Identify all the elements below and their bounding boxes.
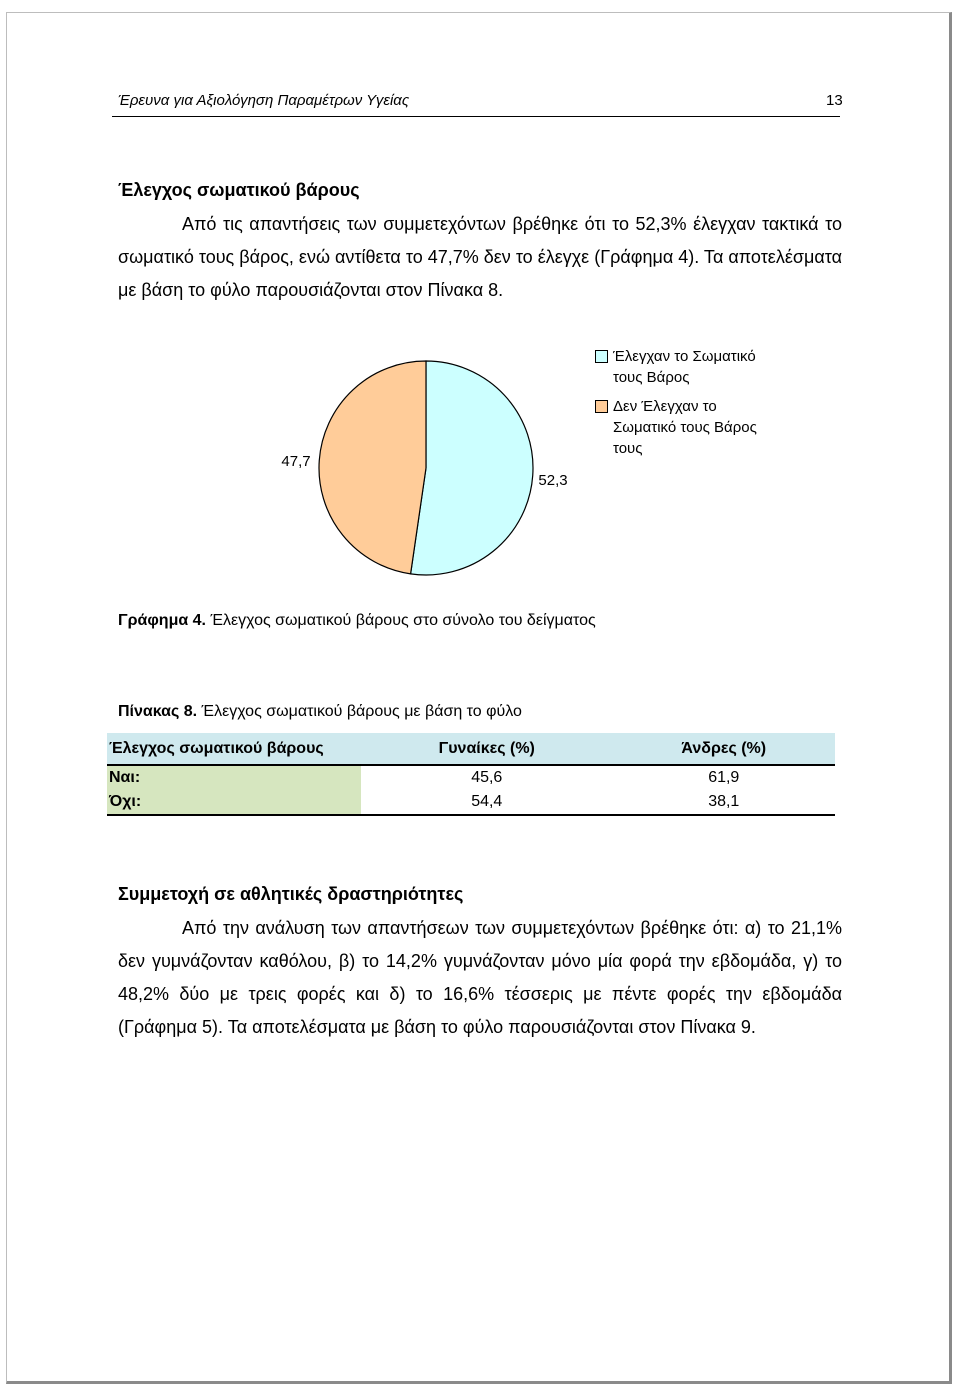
paragraph-weight-control: Από τις απαντήσεις των συμμετεχόντων βρέθηκε ότι το 52,3% έλεγχαν τακτικά το σωματικό τους βάρος, ενώ αντίθετα το 47,7% δεν το έλεγχε (Γράφημα 4). Τα αποτελέσματα με βάση το φύλο παρουσιάζονται στον Πίνακα 8. — [118, 214, 842, 300]
figure-caption-text: Έλεγχος σωματικού βάρους στο σύνολο του δείγματος — [210, 612, 596, 629]
pie-data-label-not-controlled: 47,7 — [281, 453, 311, 470]
table-cell-women: 45,6 — [471, 769, 503, 786]
table-cell-men: 61,9 — [708, 769, 740, 786]
pie-slices — [319, 361, 533, 575]
table-header-category: Έλεγχος σωματικού βάρους — [107, 734, 361, 766]
table-row — [107, 790, 835, 815]
table-cell-women: 54,4 — [361, 790, 613, 815]
figure-caption-label: Γράφημα 4. — [118, 612, 206, 629]
table-header-row — [107, 734, 835, 766]
table-caption — [118, 703, 522, 721]
legend-swatch-controlled — [595, 350, 608, 363]
pie-slice-not-controlled — [319, 361, 426, 574]
table-caption-text: Έλεγχος σωματικού βάρους με βάση το φύλο — [201, 703, 522, 720]
table-row-label: Ναι: — [107, 765, 361, 790]
table-header-men: Άνδρες (%) — [613, 734, 835, 766]
weight-control-table — [107, 733, 835, 816]
legend-swatch-not-controlled — [595, 400, 608, 413]
legend-label-controlled: Έλεγχαν το Σωματικό τους Βάρος — [613, 348, 756, 386]
legend-item-not-controlled — [595, 396, 763, 459]
legend-item-controlled — [595, 346, 763, 388]
paragraph-sports: Από την ανάλυση των απαντήσεων των συμμετεχόντων βρέθηκε ότι: α) το 21,1% δεν γυμνάζονταν καθόλου, β) το 14,2% γυμνάζονταν μόνο μία φορά την εβδομάδα, γ) το 48,2% δύο με τρεις φορές και δ) το 16,6% τέσσερις με πέντε φορές την εβδομάδα (Γράφημα 5). Τα αποτελέσματα με βάση το φύλο παρουσιάζονται στον Πίνακα 9. — [118, 918, 842, 1037]
table-row — [107, 765, 835, 790]
chart-legend — [595, 346, 763, 467]
pie-slice-controlled — [411, 361, 533, 575]
pie-chart — [0, 0, 960, 620]
table-caption-label: Πίνακας 8. — [118, 703, 198, 720]
page-number: 13 — [826, 92, 843, 109]
legend-label-not-controlled: Δεν Έλεγχαν το Σωματικό τους Βάρος τους — [613, 398, 757, 457]
table-row-label: Όχι: — [107, 790, 361, 815]
section-title-sports: Συμμετοχή σε αθλητικές δραστηριότητες — [118, 884, 464, 904]
figure-caption — [118, 612, 596, 630]
running-header: Έρευνα για Αξιολόγηση Παραμέτρων Υγείας — [118, 92, 410, 109]
section-title-weight-control: Έλεγχος σωματικού βάρους — [118, 180, 360, 200]
pie-data-label-controlled: 52,3 — [538, 472, 568, 489]
table-cell-men: 38,1 — [613, 790, 835, 815]
table-header-women: Γυναίκες (%) — [361, 734, 613, 766]
